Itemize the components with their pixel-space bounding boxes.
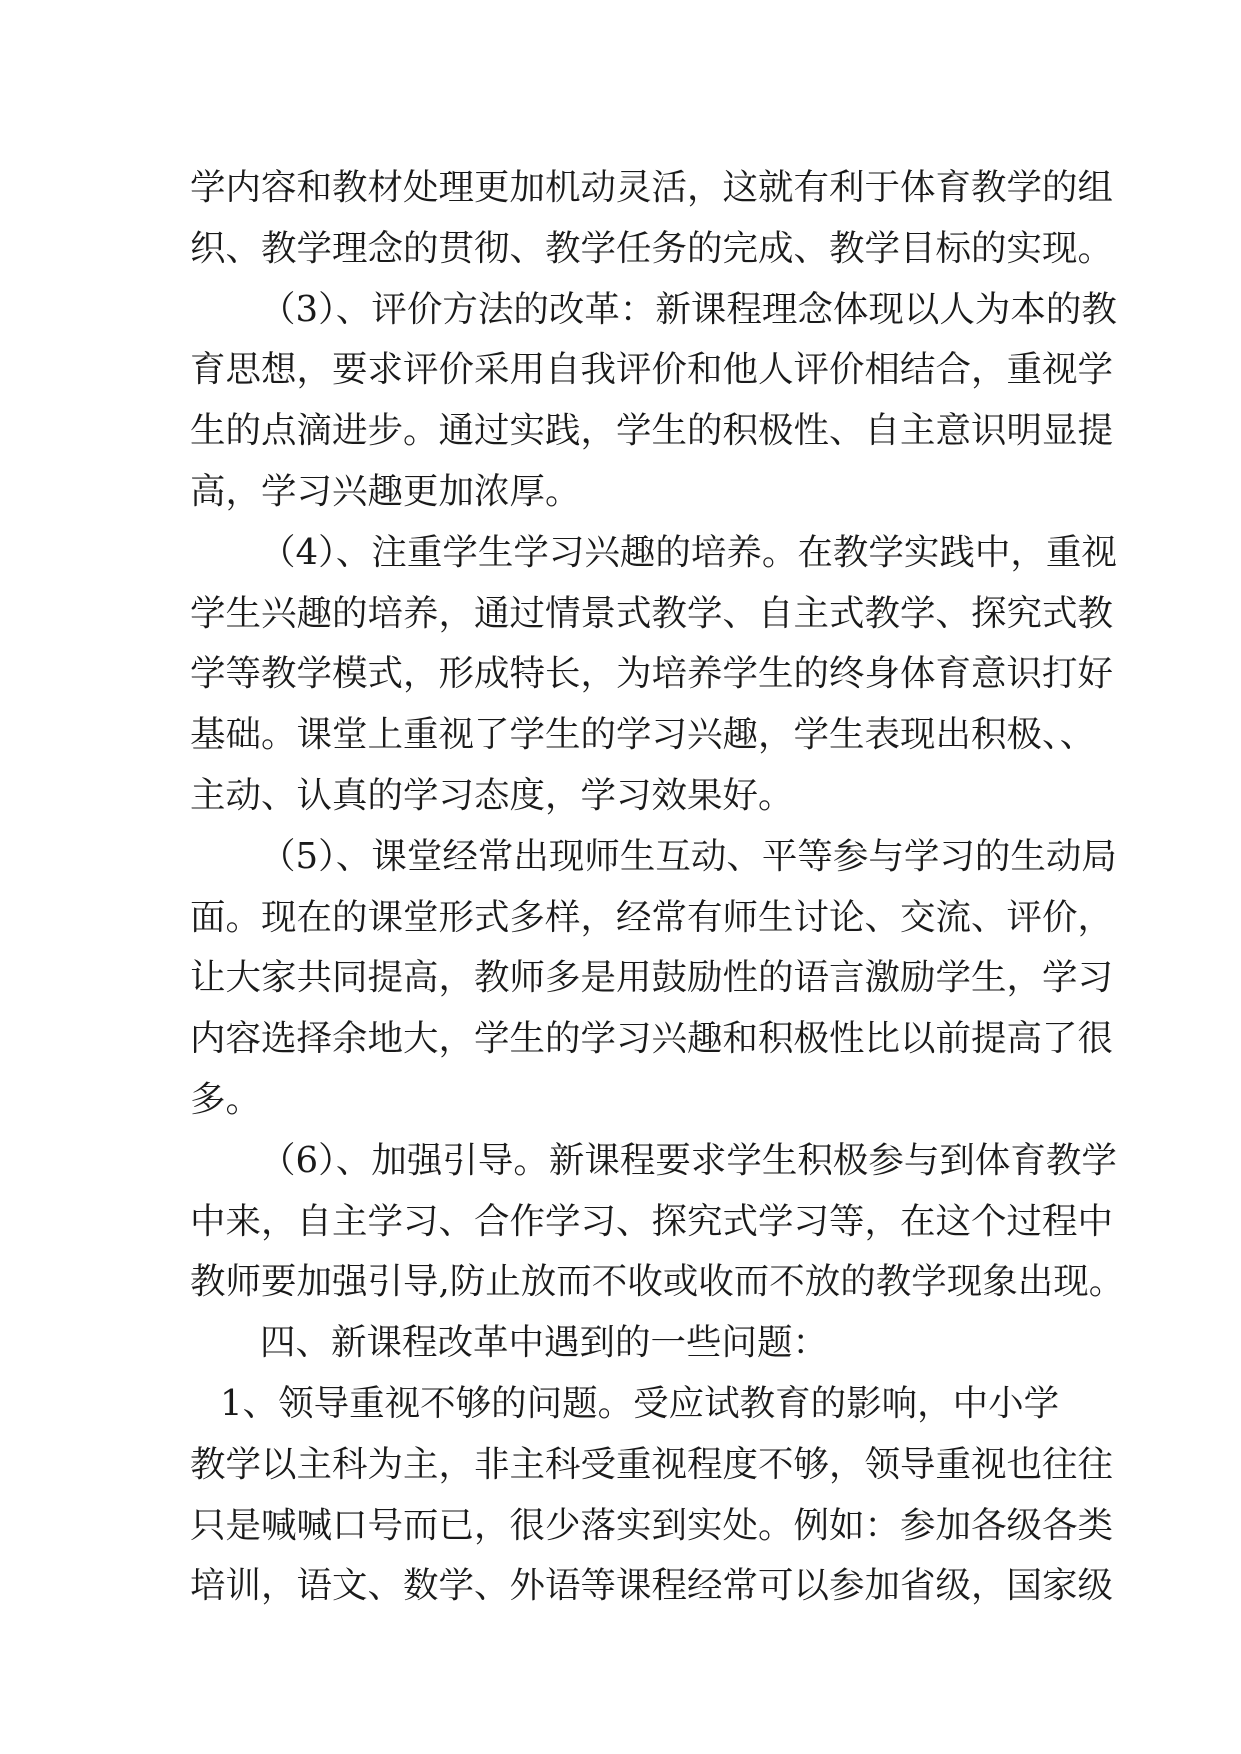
text-line: 培训，语文、数学、外语等课程经常可以参加省级，国家级: [190, 1565, 1114, 1607]
text-line: 学生兴趣的培养，通过情景式教学、自主式教学、探究式教: [190, 592, 1114, 634]
paragraph-start-line: （3）、评价方法的改革：新课程理念体现以人为本的教: [260, 288, 1117, 330]
text-line: 中来，自主学习、合作学习、探究式学习等，在这个过程中: [190, 1200, 1114, 1242]
text-line: 让大家共同提高，教师多是用鼓励性的语言激励学生，学习: [190, 957, 1114, 999]
text-line: 生的点滴进步。通过实践，学生的积极性、自主意识明显提: [190, 410, 1114, 452]
text-line: 多。: [190, 1078, 262, 1120]
text-line: 高，学习兴趣更加浓厚。: [190, 470, 581, 512]
text-line: 面。现在的课堂形式多样，经常有师生讨论、交流、评价，: [190, 896, 1114, 938]
paragraph-start-line: （4）、注重学生学习兴趣的培养。在教学实践中，重视: [260, 531, 1117, 573]
text-line: 只是喊喊口号而已，很少落实到实处。例如：参加各级各类: [190, 1504, 1114, 1546]
text-line: 基础。课堂上重视了学生的学习兴趣，学生表现出积极、、: [190, 714, 1096, 756]
section-heading: 四、新课程改革中遇到的一些问题：: [260, 1322, 829, 1364]
body-text: [190, 158, 1125, 1617]
paragraph-start-line: （5）、课堂经常出现师生互动、平等参与学习的生动局: [260, 835, 1117, 877]
text-line: 教学以主科为主，非主科受重视程度不够，领导重视也往往: [190, 1443, 1114, 1485]
paragraph-start-line: （6）、加强引导。新课程要求学生积极参与到体育教学: [260, 1139, 1117, 1181]
paragraph-start-line: 1、领导重视不够的问题。受应试教育的影响，中小学: [220, 1382, 1060, 1424]
text-line: 学内容和教材处理更加机动灵活，这就有利于体育教学的组: [190, 167, 1114, 208]
text-line: 学等教学模式，形成特长，为培养学生的终身体育意识打好: [190, 653, 1114, 695]
text-line: 主动、认真的学习态度，学习效果好。: [190, 774, 794, 816]
text-line: 内容选择余地大，学生的学习兴趣和积极性比以前提高了很: [190, 1018, 1114, 1060]
text-line: 教师要加强引导,防止放而不收或收而不放的教学现象出现。: [190, 1261, 1125, 1303]
text-line: 育思想，要求评价采用自我评价和他人评价相结合，重视学: [190, 349, 1114, 391]
text-line: 织、教学理念的贯彻、教学任务的完成、教学目标的实现。: [190, 227, 1114, 269]
